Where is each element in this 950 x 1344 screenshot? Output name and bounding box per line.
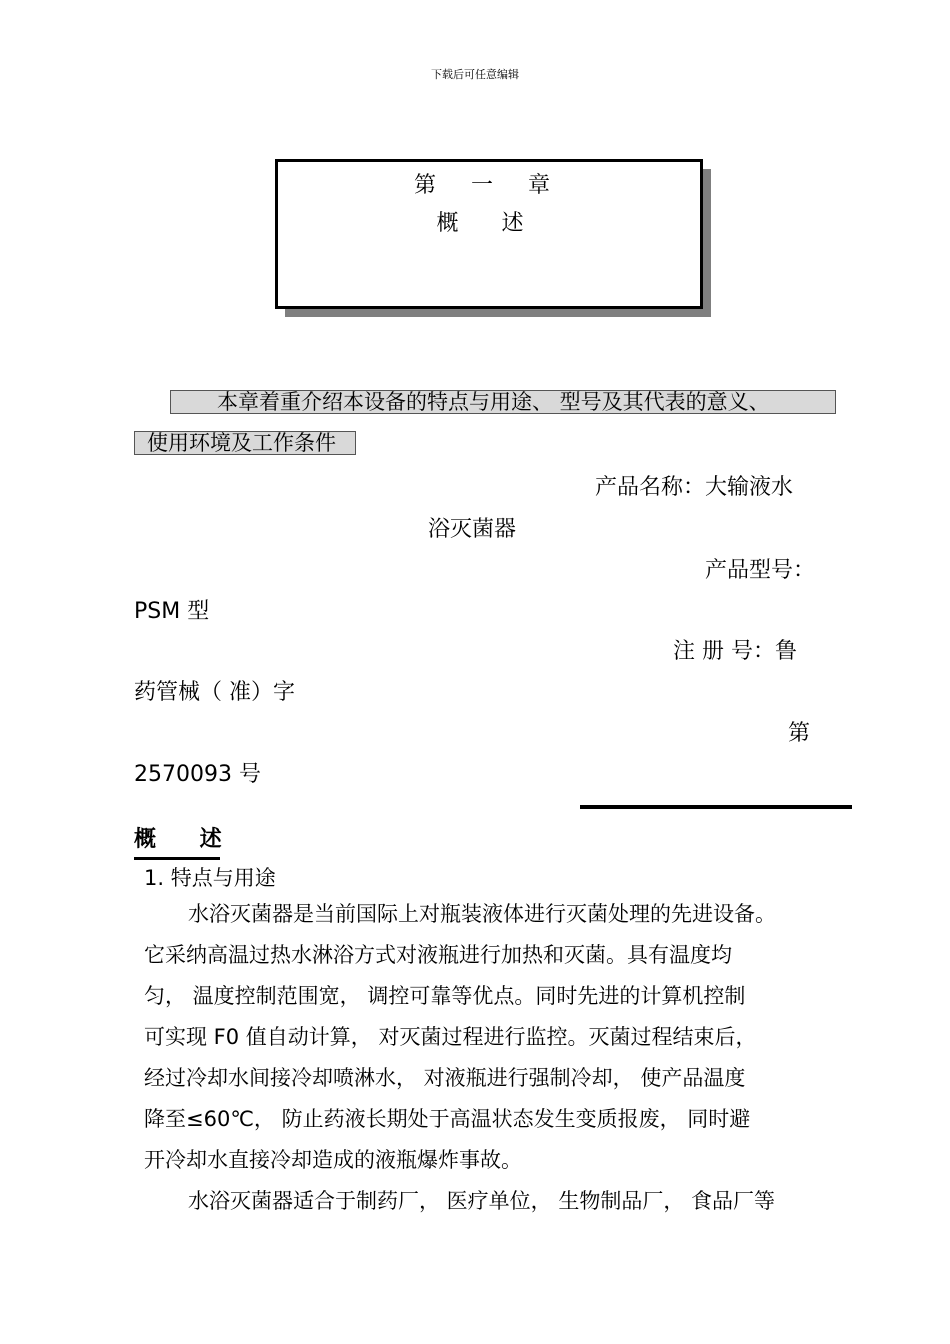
- header-note: 下载后可任意编辑: [431, 68, 519, 81]
- divider-rule: [580, 805, 852, 809]
- registration-label: 注 册 号：鲁: [673, 639, 797, 664]
- product-model-value: PSM 型: [134, 599, 210, 624]
- para1-line-4: 可实现 F0 值自动计算， 对灭菌过程进行监控。灭菌过程结束后，: [144, 1025, 757, 1049]
- registration-line-3: 第: [788, 721, 811, 746]
- registration-line-2: 药管械（ 准）字: [134, 680, 295, 705]
- para1-line-6: 降至≤60℃， 防止药液长期处于高温状态发生变质报废， 同时避: [144, 1107, 751, 1131]
- registration-number: 2570093 号: [134, 762, 261, 787]
- chapter-box: [275, 159, 703, 309]
- para1-line-3: 匀， 温度控制范围宽， 调控可靠等优点。同时先进的计算机控制: [144, 984, 746, 1008]
- para1-line-7: 开冷却水直接冷却造成的液瓶爆炸事故。: [144, 1148, 522, 1172]
- para1-line-5: 经过冷却水间接冷却喷淋水， 对液瓶进行强制冷却， 使产品温度: [144, 1066, 746, 1090]
- section-underline: [134, 857, 220, 860]
- intro-line-2: 使用环境及工作条件: [134, 431, 356, 455]
- intro-line-1: 本章着重介绍本设备的特点与用途、 型号及其代表的意义、: [170, 390, 836, 414]
- product-name-label: 产品名称：大输液水: [595, 475, 794, 500]
- section-title: 概 述: [134, 827, 240, 852]
- section-subtitle: 1. 特点与用途: [144, 866, 276, 890]
- chapter-number: 第 一 章: [414, 173, 564, 198]
- chapter-title: 概 述: [436, 211, 542, 236]
- para2-line-1: 水浴灭菌器适合于制药厂， 医疗单位， 生物制品厂， 食品厂等: [188, 1189, 776, 1213]
- product-name-cont: 浴灭菌器: [428, 517, 517, 542]
- product-model-label: 产品型号：: [705, 558, 816, 583]
- para1-line-2: 它采纳高温过热水淋浴方式对液瓶进行加热和灭菌。具有温度均: [144, 943, 732, 967]
- para1-line-1: 水浴灭菌器是当前国际上对瓶装液体进行灭菌处理的先进设备。: [188, 902, 776, 926]
